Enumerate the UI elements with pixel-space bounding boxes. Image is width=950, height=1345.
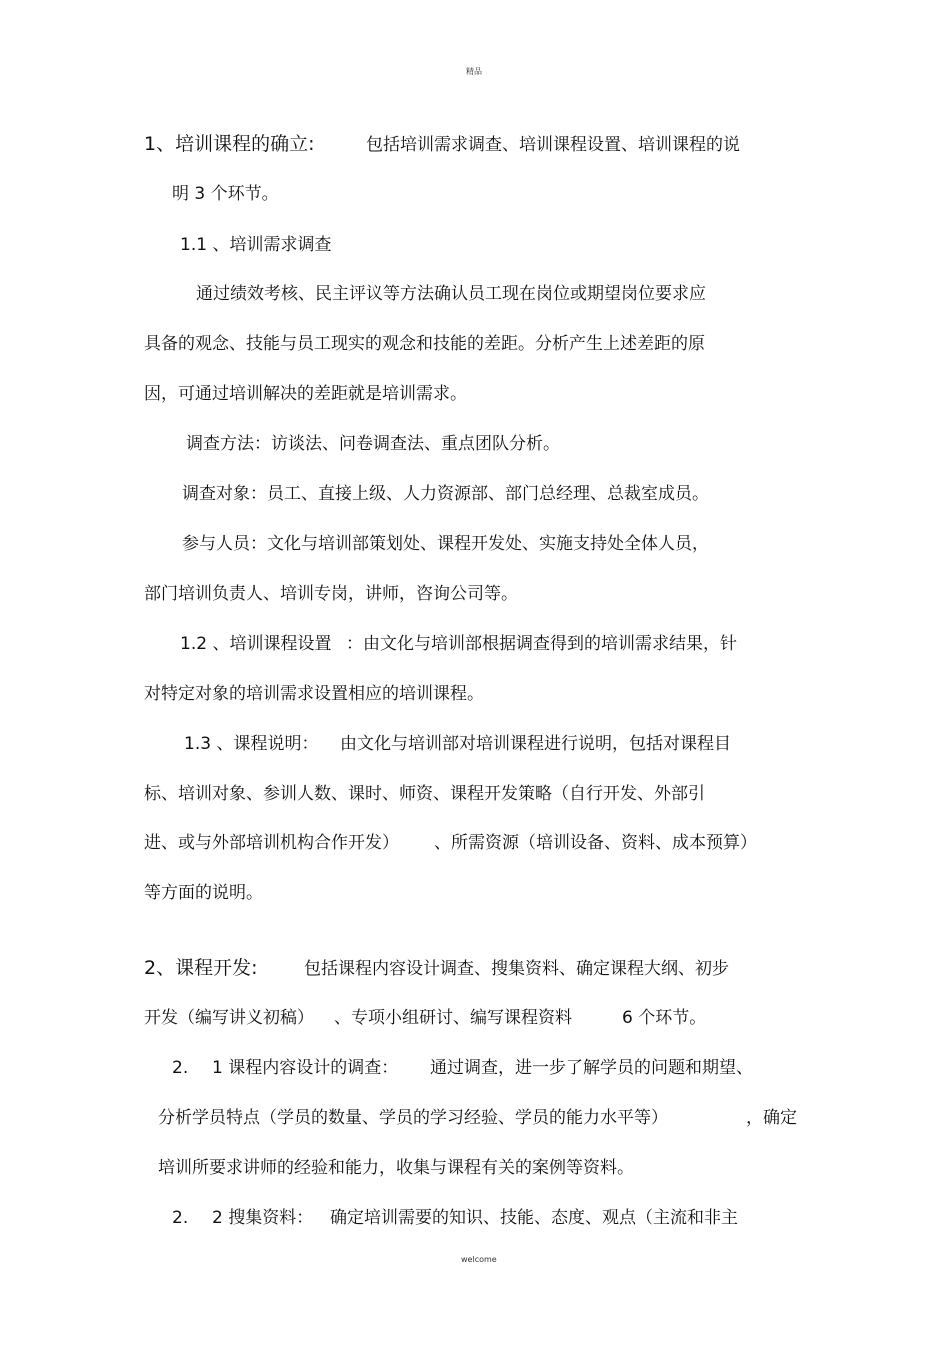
- subsection-2-2-heading: 2 搜集资料：: [212, 1208, 314, 1228]
- subsection-2-1-heading: 1 课程内容设计的调查：: [212, 1058, 399, 1078]
- section-2-heading: 2、课程开发:: [144, 957, 258, 979]
- subsection-2-1-number: 2.: [172, 1058, 189, 1078]
- paragraph-line: ，确定: [746, 1108, 797, 1128]
- paragraph-line: 因，可通过培训解决的差距就是培训需求。: [144, 384, 467, 404]
- subsection-1-2-heading: 1.2 、培训课程设置: [180, 634, 332, 654]
- page-header: 精品: [466, 67, 482, 76]
- subsection-1-3-heading: 1.3 、课程说明：: [184, 734, 319, 754]
- section-1-intro: 包括培训需求调查、培训课程设置、培训课程的说: [366, 135, 740, 155]
- paragraph-line: 培训所要求讲师的经验和能力，收集与课程有关的案例等资料。: [158, 1158, 634, 1178]
- subsection-1-1-heading: 1.1 、培训需求调查: [180, 235, 332, 255]
- paragraph-line: 具备的观念、技能与员工现实的观念和技能的差距。分析产生上述差距的原: [144, 334, 705, 354]
- paragraph-line: 、所需资源（培训设备、资料、成本预算）: [434, 833, 757, 853]
- subsection-1-2-text: ：由文化与培训部根据调查得到的培训需求结果，针: [346, 634, 737, 654]
- paragraph-line: 开发（编写讲义初稿）: [144, 1008, 314, 1028]
- subsection-2-2-number: 2.: [172, 1208, 189, 1228]
- paragraph-line: 明 3 个环节。: [172, 184, 279, 204]
- paragraph-line: 标、培训对象、参训人数、课时、师资、课程开发策略（自行开发、外部引: [144, 784, 705, 804]
- paragraph-line: 6 个环节。: [622, 1008, 707, 1028]
- section-1-heading: 1、培训课程的确立:: [144, 133, 315, 155]
- paragraph-line: 、专项小组研讨、编写课程资料: [334, 1008, 572, 1028]
- survey-targets: 调查对象：员工、直接上级、人力资源部、部门总经理、总裁室成员。: [182, 484, 709, 504]
- paragraph-line: 部门培训负责人、培训专岗，讲师，咨询公司等。: [144, 584, 518, 604]
- section-2-intro: 包括课程内容设计调查、搜集资料、确定课程大纲、初步: [304, 959, 729, 979]
- subsection-2-1-text: 通过调查，进一步了解学员的问题和期望、: [430, 1058, 753, 1078]
- paragraph-line: 进、或与外部培训机构合作开发）: [144, 833, 399, 853]
- participants: 参与人员：文化与培训部策划处、课程开发处、实施支持处全体人员，: [182, 534, 709, 554]
- paragraph-line: 通过绩效考核、民主评议等方法确认员工现在岗位或期望岗位要求应: [196, 284, 706, 304]
- paragraph-line: 对特定对象的培训需求设置相应的培训课程。: [144, 684, 484, 704]
- survey-methods: 调查方法：访谈法、问卷调查法、重点团队分析。: [186, 434, 560, 454]
- subsection-2-2-text: 确定培训需要的知识、技能、态度、观点（主流和非主: [330, 1208, 738, 1228]
- page-footer: welcome: [461, 1255, 497, 1264]
- paragraph-line: 分析学员特点（学员的数量、学员的学习经验、学员的能力水平等）: [158, 1108, 668, 1128]
- paragraph-line: 等方面的说明。: [144, 883, 263, 903]
- subsection-1-3-text: 由文化与培训部对培训课程进行说明，包括对课程目: [340, 734, 731, 754]
